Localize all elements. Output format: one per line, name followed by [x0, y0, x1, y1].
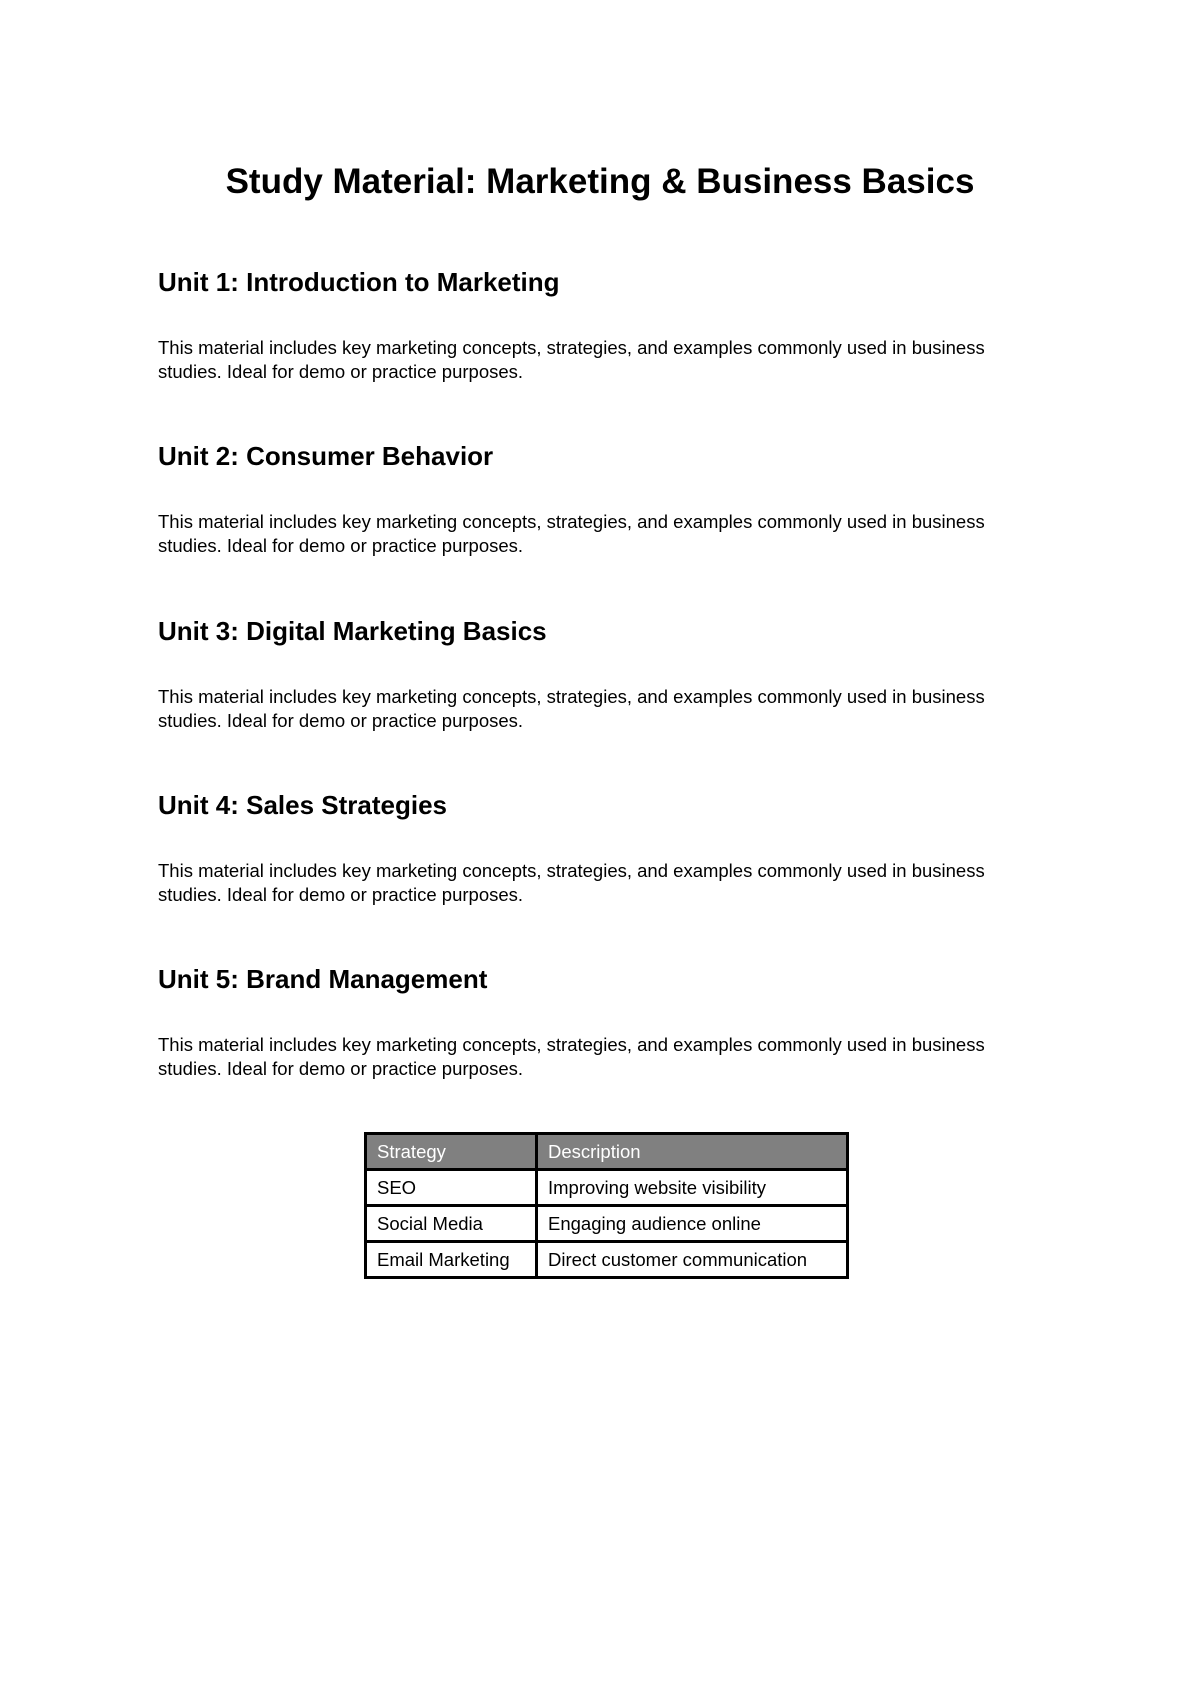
- table-header-cell-strategy: Strategy: [366, 1134, 537, 1170]
- unit-heading: Unit 4: Sales Strategies: [158, 790, 447, 820]
- unit-heading: Unit 5: Brand Management: [158, 964, 488, 994]
- unit-section: [158, 266, 1038, 384]
- unit-body: This material includes key marketing concepts, strategies, and examples commonly used in business studies. Ideal for demo or practice purposes.: [158, 1034, 985, 1079]
- unit-body: This material includes key marketing concepts, strategies, and examples commonly used in business studies. Ideal for demo or practice purposes.: [158, 337, 985, 382]
- strategy-table: [364, 1132, 849, 1279]
- table-row: [366, 1170, 848, 1206]
- unit-body: This material includes key marketing concepts, strategies, and examples commonly used in business studies. Ideal for demo or practice purposes.: [158, 860, 985, 905]
- table-header-cell-description: Description: [537, 1134, 848, 1170]
- table-cell-strategy: Email Marketing: [366, 1242, 537, 1278]
- unit-section: [158, 440, 1038, 558]
- table-cell-description: Engaging audience online: [537, 1206, 848, 1242]
- unit-section: [158, 615, 1038, 733]
- document-title: Study Material: Marketing & Business Basics: [225, 162, 975, 201]
- table-cell-strategy: Social Media: [366, 1206, 537, 1242]
- unit-heading: Unit 1: Introduction to Marketing: [158, 267, 560, 297]
- table-cell-strategy: SEO: [366, 1170, 537, 1206]
- table-header-row: [366, 1134, 848, 1170]
- unit-body: This material includes key marketing concepts, strategies, and examples commonly used in business studies. Ideal for demo or practice purposes.: [158, 686, 985, 731]
- unit-section: [158, 789, 1038, 907]
- unit-heading: Unit 2: Consumer Behavior: [158, 441, 494, 471]
- strategy-table-container: [364, 1132, 849, 1279]
- table-row: [366, 1242, 848, 1278]
- unit-section: [158, 963, 1038, 1081]
- unit-heading: Unit 3: Digital Marketing Basics: [158, 616, 547, 646]
- unit-body: This material includes key marketing concepts, strategies, and examples commonly used in business studies. Ideal for demo or practice purposes.: [158, 511, 985, 556]
- table-cell-description: Direct customer communication: [537, 1242, 848, 1278]
- table-cell-description: Improving website visibility: [537, 1170, 848, 1206]
- table-row: [366, 1206, 848, 1242]
